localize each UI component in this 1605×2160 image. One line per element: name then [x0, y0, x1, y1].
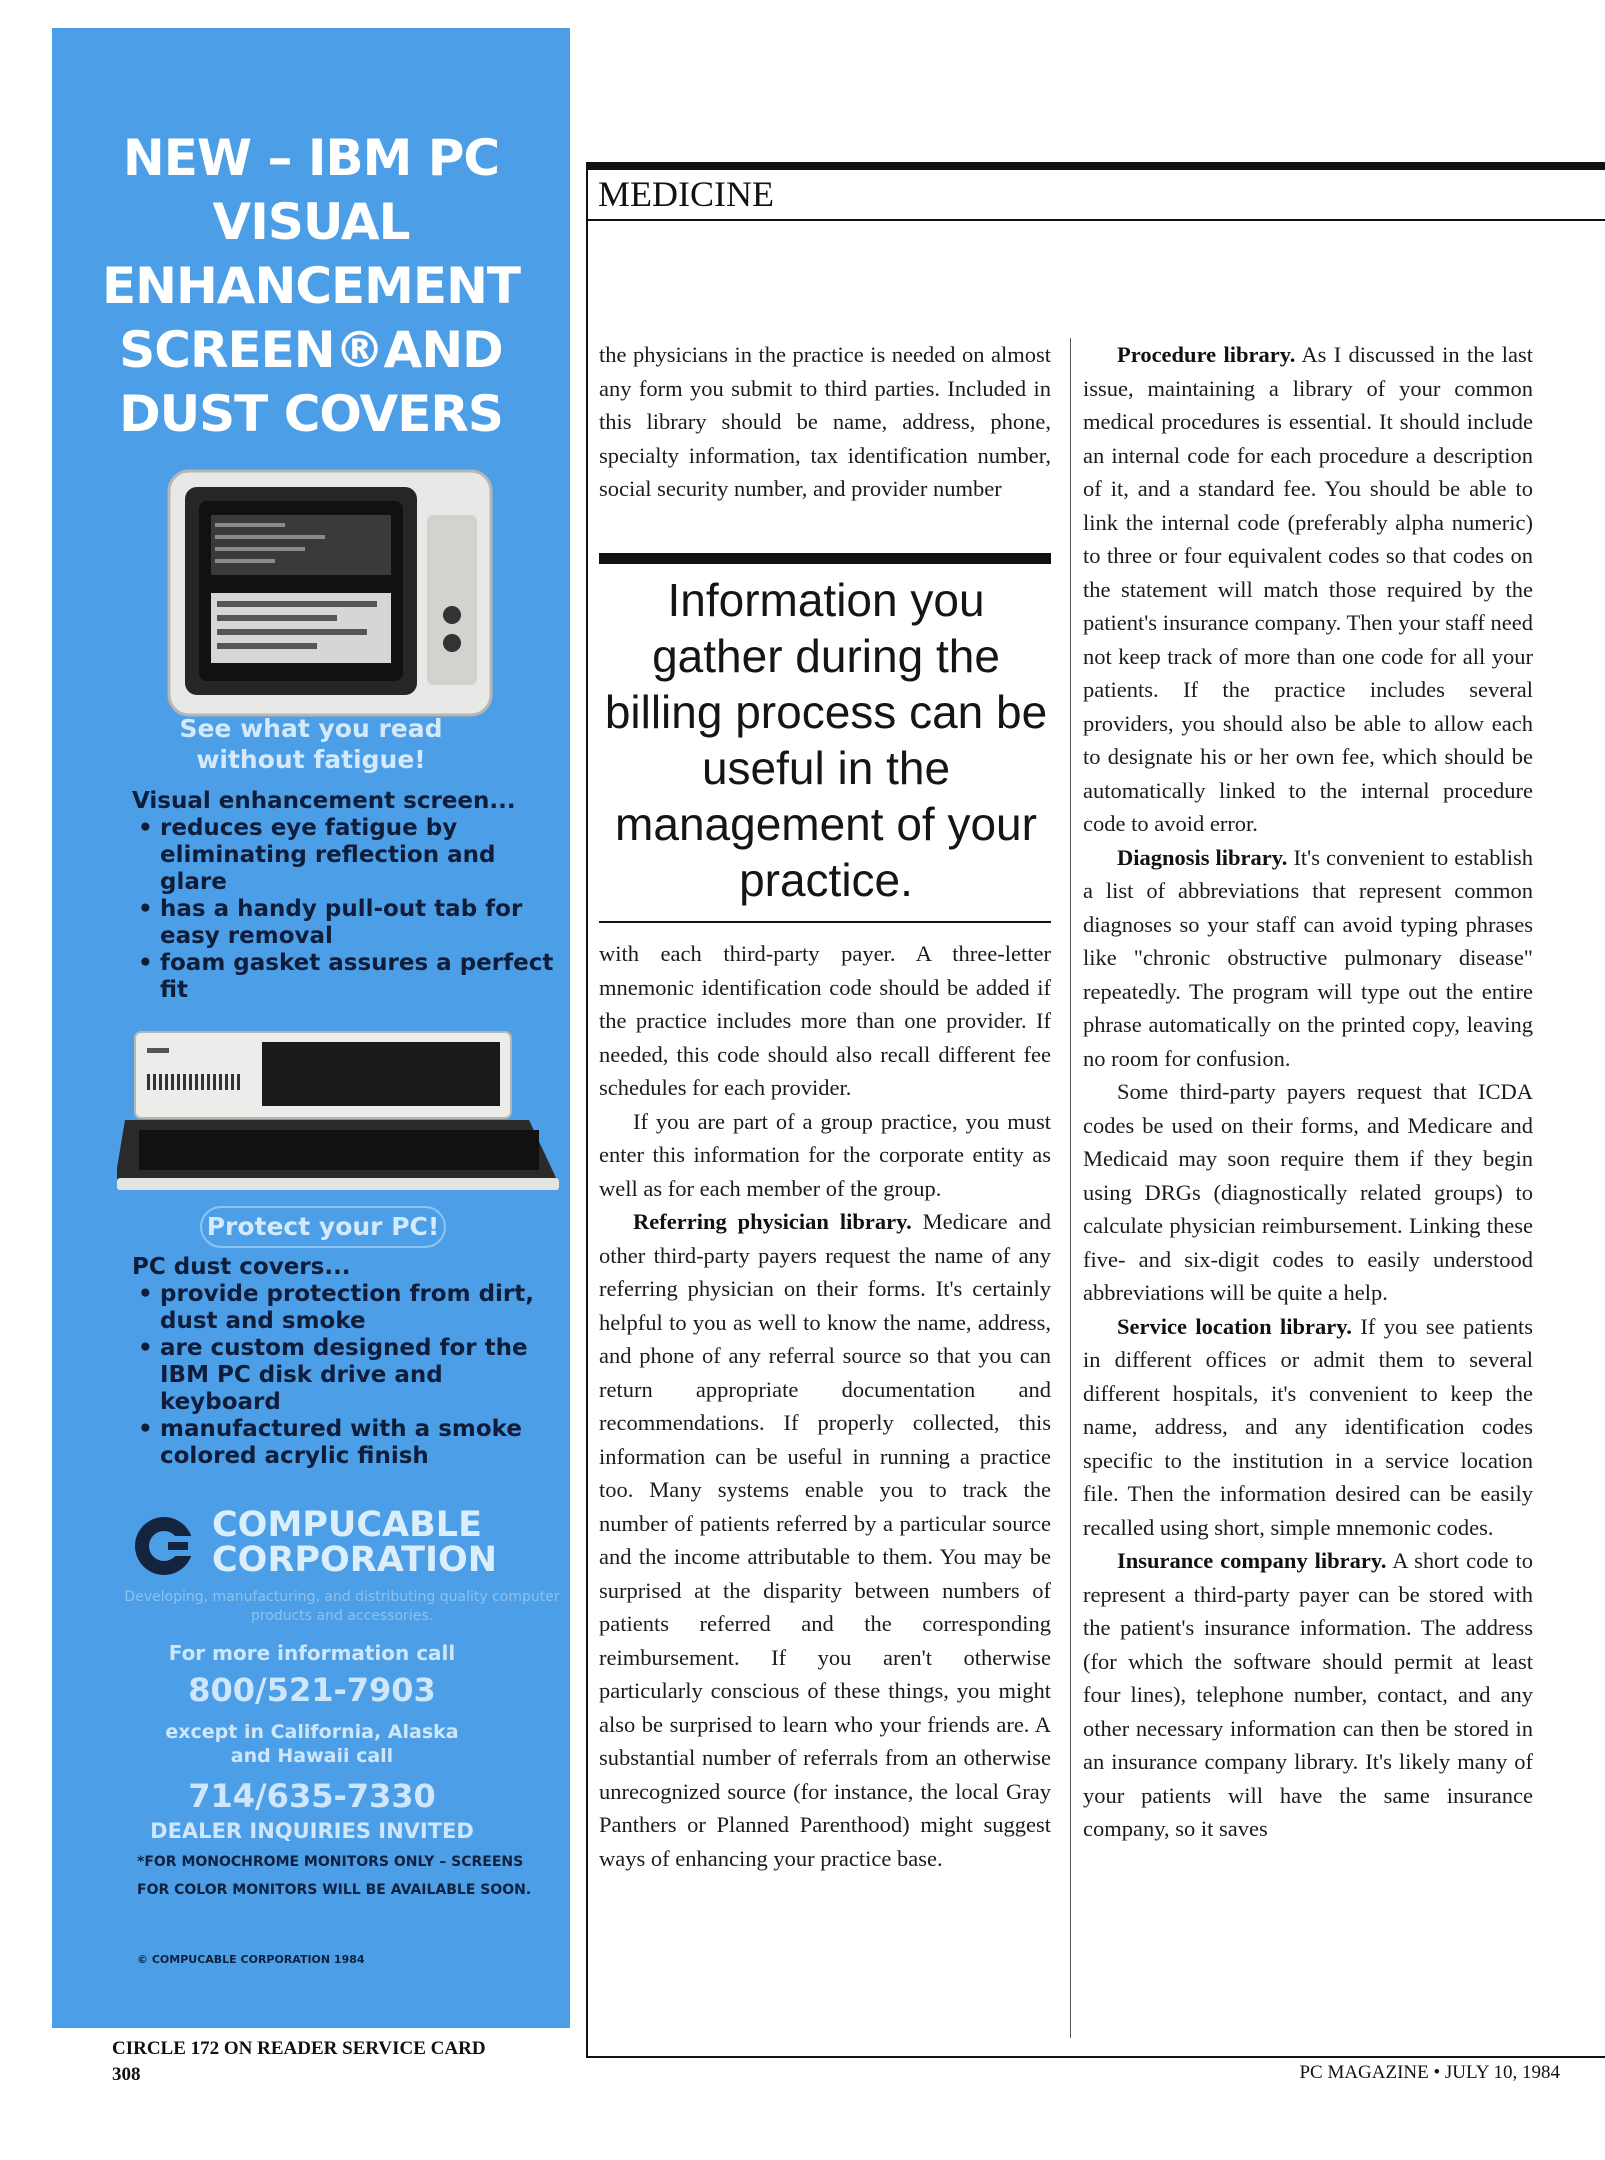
reader-service-text: CIRCLE 172 ON READER SERVICE CARD [112, 2038, 486, 2059]
covers-feature-list [132, 1281, 557, 1470]
column-1-bottom [599, 937, 1051, 1875]
section-rule [586, 219, 1605, 221]
reader-service-note [112, 2036, 486, 2088]
compucable-logo-icon [132, 1514, 196, 1578]
list-item: • provide protection from dirt, dust and smoke [132, 1281, 557, 1335]
paragraph: the physicians in the practice is needed on almost any form you submit to third parties. Included in this library should be name, address, phone, specialty information, tax identification number, social security number, and provider number [599, 342, 1051, 501]
paragraph-diagnosis: Diagnosis library. It's convenient to establish a list of abbreviations that represent common diagnoses so your staff can avoid typing phrases like "chronic obstructive pulmonary disease" repeatedly. The program will type out the entire phrase automatically on the printed copy, leaving no room for confusion. [1083, 844, 1533, 1071]
phone-alt: 714/635-7330 [188, 1777, 436, 1815]
paragraph: If you are part of a group practice, you must enter this information for the corporate entity as well as for each member of the group. [599, 1108, 1051, 1201]
monitor-illustration [165, 465, 495, 735]
list-item: • has a handy pull-out tab for easy removal [132, 896, 557, 950]
screen-feature-list [132, 815, 557, 1004]
pull-quote-rule-bottom [599, 921, 1051, 923]
protect-label: Protect your PC! [200, 1206, 446, 1248]
ad-copyright: © COMPUCABLE CORPORATION 1984 [137, 1953, 365, 1966]
subheading-referring: Referring physician library. [633, 1209, 912, 1234]
subheading-procedure: Procedure library. [1117, 342, 1296, 367]
section-title: MEDICINE [598, 174, 774, 214]
monochrome-notice: *FOR MONOCHROME MONITORS ONLY – SCREENS FOR COLOR MONITORS WILL BE AVAILABLE SOON. [137, 1854, 532, 1898]
paragraph: Some third-party payers request that ICDA codes be used on their forms, and Medicare and Medicaid may soon require them if they begin using DRGs (diagnostically related groups) to calculate physician reimbursement. Linking these five- and six-digit codes to easily understood abbreviations will be quite a help. [1083, 1079, 1533, 1305]
advertisement [52, 28, 570, 2028]
pull-quote-rule-top [599, 553, 1051, 564]
paragraph-service: Service location library. If you see patients in different offices or admit them to several different hospitals, it's convenient to keep the name, address, and any identification codes specific to the institution in a service location file. Then the information desired can be easily recalled using short, simple mnemonic codes. [1083, 1313, 1534, 1540]
phone-exception: except in California, Alaska and Hawaii call [165, 1721, 459, 1767]
phone-main: 800/521-7903 [188, 1671, 436, 1709]
pull-quote: Information you gather during the billing process can be useful in the management of your practice. [604, 574, 1048, 906]
covers-list-intro: PC dust covers... [132, 1254, 351, 1280]
column-2 [1083, 338, 1533, 1846]
column-1-top [599, 338, 1051, 506]
page-number: 308 [112, 2064, 141, 2085]
paragraph-procedure: Procedure library. As I discussed in the last issue, maintaining a library of your common medical procedures is essential. It should include an internal code for each procedure a description of it, and a standard fee. You should be able to link the internal code (preferably alpha numeric) to three or four equivalent codes so that codes on the statement will match those required by the patient's insurance company. Then your staff need not keep track of more than one code for all your patients. If the practice includes several providers, you should also be able to allow each to designate his or her own fee, which should be automatically linked to the internal procedure code to avoid error. [1083, 342, 1533, 836]
screen-list-intro: Visual enhancement screen... [132, 788, 516, 814]
subheading-insurance: Insurance company library. [1117, 1548, 1387, 1573]
info-label: For more information call [168, 1641, 456, 1665]
ad-tagline: See what you read without fatigue! [179, 714, 443, 774]
list-item: • reduces eye fatigue by eliminating reflection and glare [132, 815, 557, 896]
company-name: COMPUCABLE CORPORATION [212, 1505, 498, 1580]
computer-keyboard-illustration [117, 1028, 567, 1198]
paragraph-insurance: Insurance company library. A short code to represent a third-party payer can be stored with the patient's insurance information. The address (for which the software should permit at least four lines), telephone number, contact, and any other necessary information can then be stored in an insurance company library. It's likely many of your patients will have the same insurance company, so it saves [1083, 1548, 1533, 1841]
company-description: Developing, manufacturing, and distributing quality computer products and accessories. [124, 1589, 560, 1624]
list-item: • manufactured with a smoke colored acrylic finish [132, 1416, 557, 1470]
list-item: • are custom designed for the IBM PC disk drive and keyboard [132, 1335, 557, 1416]
paragraph: with each third-party payer. A three-letter mnemonic identification code should be added if the practice includes more than one provider. If needed, this code should also recall different fee schedules for each provider. [599, 941, 1051, 1100]
dealer-inquiries: DEALER INQUIRIES INVITED [150, 1819, 474, 1843]
paragraph-referring: Referring physician library. Medicare and other third-party payers request the name of any referring physician on their forms. It's certainly helpful to you as well to know the name, address, and phone of any referral source so that you can return appropriate documentation and recommendations. If properly collected, this information can be useful in running a practice too. Many systems enable you to track the number of patients referred by a particular source and the income attributable to them. You may be surprised at the disparity between numbers of patients referred and the corresponding reimbursement. If you aren't otherwise particularly conscious of these things, you might also be surprised to learn who your friends are. A substantial number of referrals from an otherwise unrecognized source (for instance, the local Gray Panthers or Planned Parenthood) might suggest ways of enhancing your practice base. [599, 1209, 1051, 1871]
subheading-service: Service location library. [1117, 1313, 1352, 1339]
page-footer: PC MAGAZINE • JULY 10, 1984 [1299, 2062, 1560, 2083]
list-item: • foam gasket assures a perfect fit [132, 950, 557, 1004]
column-divider [1070, 338, 1071, 2038]
ad-headline: NEW – IBM PC VISUAL ENHANCEMENT SCREEN®AND DUST COVERS [101, 129, 521, 443]
subheading-diagnosis: Diagnosis library. [1117, 844, 1288, 870]
